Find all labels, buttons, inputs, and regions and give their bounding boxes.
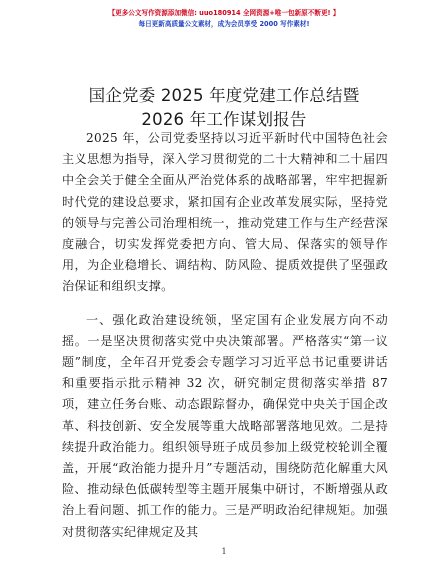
page-number: 1 [221,547,227,556]
paragraph-intro: 2025 年，公司党委坚持以习近平新时代中国特色社会主义思想为指导，深入学习贯彻党的二十大精神和二十届四中全会关于健全全面从严治党体系的战略部署，牢牢把握新时代党的建设总要求，紧扣国有企业改革发展实际，坚持党的领导与完善公司治理相统一，推动党建工作与生产经营深度融合，切实发挥党委把方向、管大局、保落实的领导作用，为企业稳增长、调结构、防风险、提质效提供了坚强政治保证和组织支撑。 [62,131,388,294]
banner-line-blue: 每日更新高质量公文素材，成为会员享受 2000 写作素材! [138,20,310,28]
document-title: 国企党委 2025 年度党建工作总结暨 2026 年工作谋划报告 [88,86,360,129]
document-body [62,128,388,555]
banner-line-red: 【更多公文写作资源添加微信: uuo180914 全网资源+唯一包新原不断更! 】 [108,9,340,17]
paragraph-section-one: 一、强化政治建设统领，坚定国有企业发展方向不动摇。一是坚决贯彻落实党中央决策部署。严格落实“第一议题”制度，全年召开党委会专题学习习近平总书记重要讲话和重要指示批示精神 32 次，研究制定贯彻落实举措 87 项，建立任务台账、动态跟踪督办，确保党中央关于国企改革、科技创新、安全发展等重大战略部署落地见效。二是持续提升政治能力。组织领导班子成员参加上级党校轮训全覆盖，开展“政治能力提升月”专题活动，围绕防范化解重大风险、推动绿色低碳转型等主题开展集中研讨，不断增强从政治上看问题、抓工作的能力。三是严明政治纪律规矩。加强对贯彻落实纪律规定及其 [62,312,388,539]
promo-banner [0,8,448,30]
